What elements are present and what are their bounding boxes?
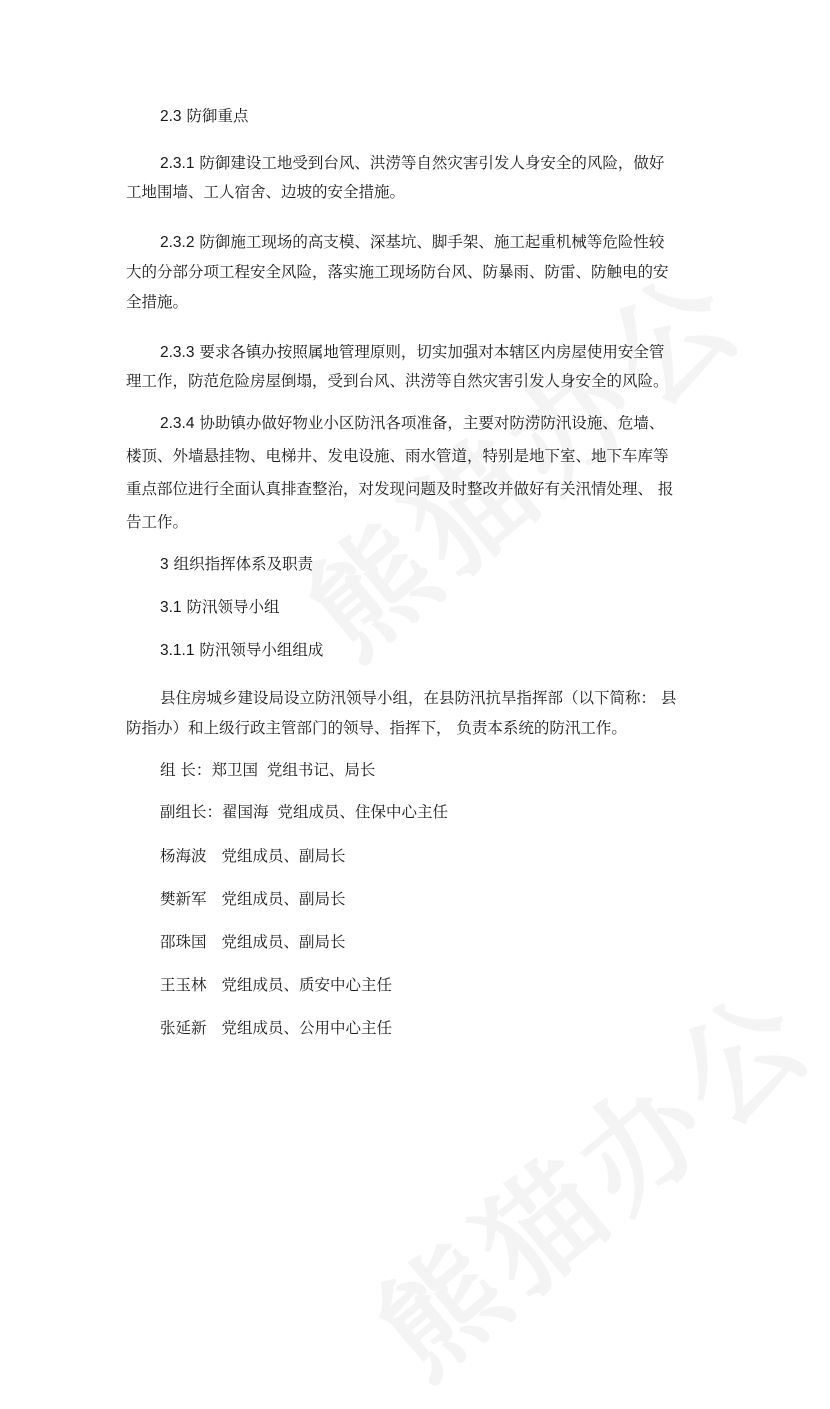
paragraph-number: 2.3.1 xyxy=(160,155,195,172)
member-name: 翟国海 xyxy=(222,803,269,821)
member-name: 杨海波 xyxy=(160,847,207,865)
intro-paragraph-line: 防指办）和上级行政主管部门的领导、指挥下， 负责本系统的防汛工作。 xyxy=(126,719,627,737)
paragraph-2-3-2-line: 全措施。 xyxy=(126,293,189,311)
member-line xyxy=(160,1018,392,1038)
heading-number: 3.1 xyxy=(160,599,182,616)
paragraph-2-3-3-line: 理工作，防范危险房屋倒塌，受到台风、洪涝等自然灾害引发人身安全的风险。 xyxy=(126,372,669,390)
member-line xyxy=(160,846,345,866)
heading-3 xyxy=(160,554,313,575)
paragraph-text: 要求各镇办按照属地管理原则，切实加强对本辖区内房屋使用安全管 xyxy=(199,343,665,361)
member-line xyxy=(160,932,345,952)
paragraph-2-3-2-line: 大的分部分项工程安全风险，落实施工现场防台风、防暴雨、防雷、防触电的安 xyxy=(126,263,669,281)
member-title: 党组成员、住保中心主任 xyxy=(277,803,448,821)
member-title: 党组成员、副局长 xyxy=(221,933,346,951)
member-line xyxy=(160,889,345,909)
paragraph-2-3-1-line xyxy=(160,153,664,174)
heading-3-1-1 xyxy=(160,640,323,661)
member-line xyxy=(160,802,448,822)
member-title: 党组成员、副局长 xyxy=(221,847,346,865)
member-line xyxy=(160,760,375,780)
paragraph-2-3-4-line: 告工作。 xyxy=(126,513,189,531)
paragraph-text: 防御建设工地受到台风、洪涝等自然灾害引发人身安全的风险，做好 xyxy=(199,154,665,172)
member-name: 樊新军 xyxy=(160,890,207,908)
heading-2-3 xyxy=(160,106,249,127)
member-role: 副组长： xyxy=(160,803,223,821)
member-title: 党组书记、局长 xyxy=(266,761,376,779)
paragraph-2-3-4-line: 楼顶、外墙悬挂物、电梯井、发电设施、雨水管道，特别是地下室、地下车库等 xyxy=(126,447,669,465)
paragraph-text: 协助镇办做好物业小区防汛各项准备，主要对防涝防汛设施、危墙、 xyxy=(199,414,665,432)
heading-3-1 xyxy=(160,597,280,618)
paragraph-2-3-4-line: 重点部位进行全面认真排查整治，对发现问题及时整改并做好有关汛情处理、 报 xyxy=(126,480,674,498)
member-name: 张延新 xyxy=(160,1019,207,1037)
member-line xyxy=(160,975,392,995)
member-title: 党组成员、副局长 xyxy=(221,890,346,908)
heading-text: 组织指挥体系及职责 xyxy=(173,555,314,573)
heading-number: 3.1.1 xyxy=(160,642,195,659)
member-title: 党组成员、公用中心主任 xyxy=(221,1019,392,1037)
paragraph-number: 2.3.3 xyxy=(160,344,195,361)
member-role: 组 长： xyxy=(160,761,212,779)
paragraph-2-3-4-line xyxy=(160,413,664,434)
member-name: 邵珠国 xyxy=(160,933,207,951)
member-name: 王玉林 xyxy=(160,976,207,994)
paragraph-2-3-1-line: 工地围墙、工人宿舍、边坡的安全措施。 xyxy=(126,183,406,201)
paragraph-2-3-2-line xyxy=(160,232,664,253)
paragraph-2-3-3-line xyxy=(160,342,664,363)
member-title: 党组成员、质安中心主任 xyxy=(221,976,392,994)
heading-number: 3 xyxy=(160,556,169,573)
paragraph-number: 2.3.2 xyxy=(160,234,195,251)
heading-text: 防汛领导小组 xyxy=(186,598,280,616)
member-name: 郑卫国 xyxy=(211,761,258,779)
paragraph-number: 2.3.4 xyxy=(160,415,195,432)
watermark xyxy=(336,943,830,1409)
heading-text: 防汛领导小组组成 xyxy=(199,641,324,659)
heading-number: 2.3 xyxy=(160,108,182,125)
heading-text: 防御重点 xyxy=(186,107,249,125)
intro-paragraph-line: 县住房城乡建设局设立防汛领导小组，在县防汛抗旱指挥部（以下简称： 县 xyxy=(160,689,677,707)
paragraph-text: 防御施工现场的高支模、深基坑、脚手架、施工起重机械等危险性较 xyxy=(199,233,665,251)
